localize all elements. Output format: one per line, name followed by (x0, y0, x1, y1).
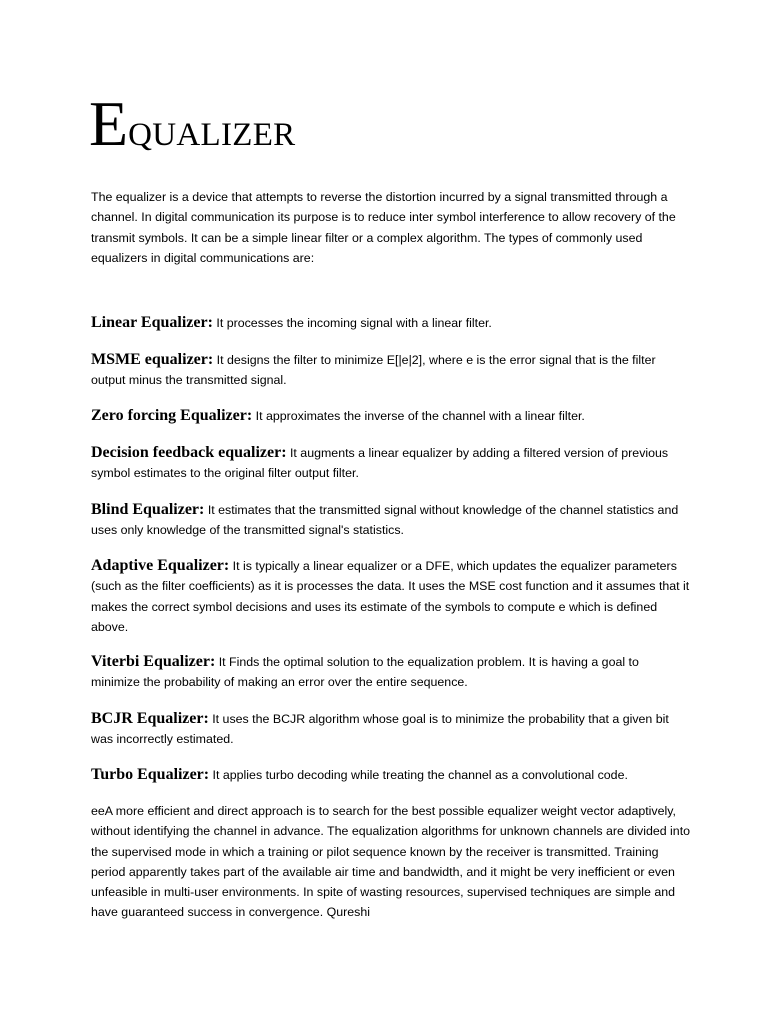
entry-description: It uses the BCJR algorithm whose goal is to minimize the probability that a given bit was incorrectly estimated. (91, 712, 669, 747)
intro-paragraph: The equalizer is a device that attempts to reverse the distortion incurred by a signal transmitted through a channel. In digital communication its purpose is to reduce inter symbol interference to allow recovery of the transmit symbols. It can be a simple linear filter or a complex algorithm. The types of commonly used equalizers in digital communications are: (91, 190, 676, 265)
entry-description: It estimates that the transmitted signal without knowledge of the channel statistics and uses only knowledge of the transmitted signal's statistics. (91, 503, 679, 538)
entry-description: It is typically a linear equalizer or a DFE, which updates the equalizer parameters (such as the filter coefficients) as it is processes the data. It uses the MSE cost function and it assumes that it makes the correct symbol decisions and uses its estimate of the symbols to compute e which is defined above. (91, 559, 690, 634)
document-title (89, 88, 296, 159)
entry-msme-equalizer (91, 350, 691, 391)
entry-description: It processes the incoming signal with a linear filter. (216, 316, 492, 330)
entry-blind-equalizer (91, 500, 691, 541)
entry-term: MSME equalizer: (91, 351, 214, 368)
entry-description: It Finds the optimal solution to the equalization problem. It is having a goal to minimize the probability of making an error over the entire sequence. (91, 655, 639, 690)
entry-description: It designs the filter to minimize E[|e|2], where e is the error signal that is the filter output minus the transmitted signal. (91, 353, 656, 388)
entry-bcjr-equalizer (91, 709, 691, 750)
entry-turbo-equalizer (91, 765, 691, 785)
entry-term: Decision feedback equalizer: (91, 444, 287, 461)
entry-term: Viterbi Equalizer: (91, 653, 216, 670)
entry-description: It applies turbo decoding while treating the channel as a convolutional code. (212, 768, 628, 782)
entry-term: Turbo Equalizer: (91, 766, 210, 783)
entry-linear-equalizer (91, 313, 691, 333)
entry-description: It augments a linear equalizer by adding a filtered version of previous symbol estimates to the original filter output filter. (91, 446, 669, 481)
entry-description: It approximates the inverse of the channel with a linear filter. (255, 409, 585, 423)
entry-viterbi-equalizer (91, 652, 691, 693)
entry-adaptive-equalizer (91, 556, 691, 637)
title-initial: E (89, 88, 129, 159)
entry-term: BCJR Equalizer: (91, 710, 209, 727)
closing-paragraph: eeA more efficient and direct approach is to search for the best possible equalizer weight vector adaptively, without identifying the channel in advance. The equalization algorithms for unknown channels are divided into the supervised mode in which a training or pilot sequence known by the receiver is transmitted. Training period apparently takes part of the available air time and bandwidth, and it might be very inefficient or even unfeasible in multi-user environments. In spite of wasting resources, supervised techniques are simple and have guaranteed success in convergence. Qureshi (91, 804, 691, 920)
entry-decision-feedback-equalizer (91, 443, 691, 484)
entry-term: Zero forcing Equalizer: (91, 407, 253, 424)
entry-term: Blind Equalizer: (91, 501, 205, 518)
entry-term: Adaptive Equalizer: (91, 557, 230, 574)
entry-term: Linear Equalizer: (91, 314, 213, 331)
entry-zero-forcing-equalizer (91, 406, 691, 426)
title-rest: QUALIZER (128, 117, 296, 153)
